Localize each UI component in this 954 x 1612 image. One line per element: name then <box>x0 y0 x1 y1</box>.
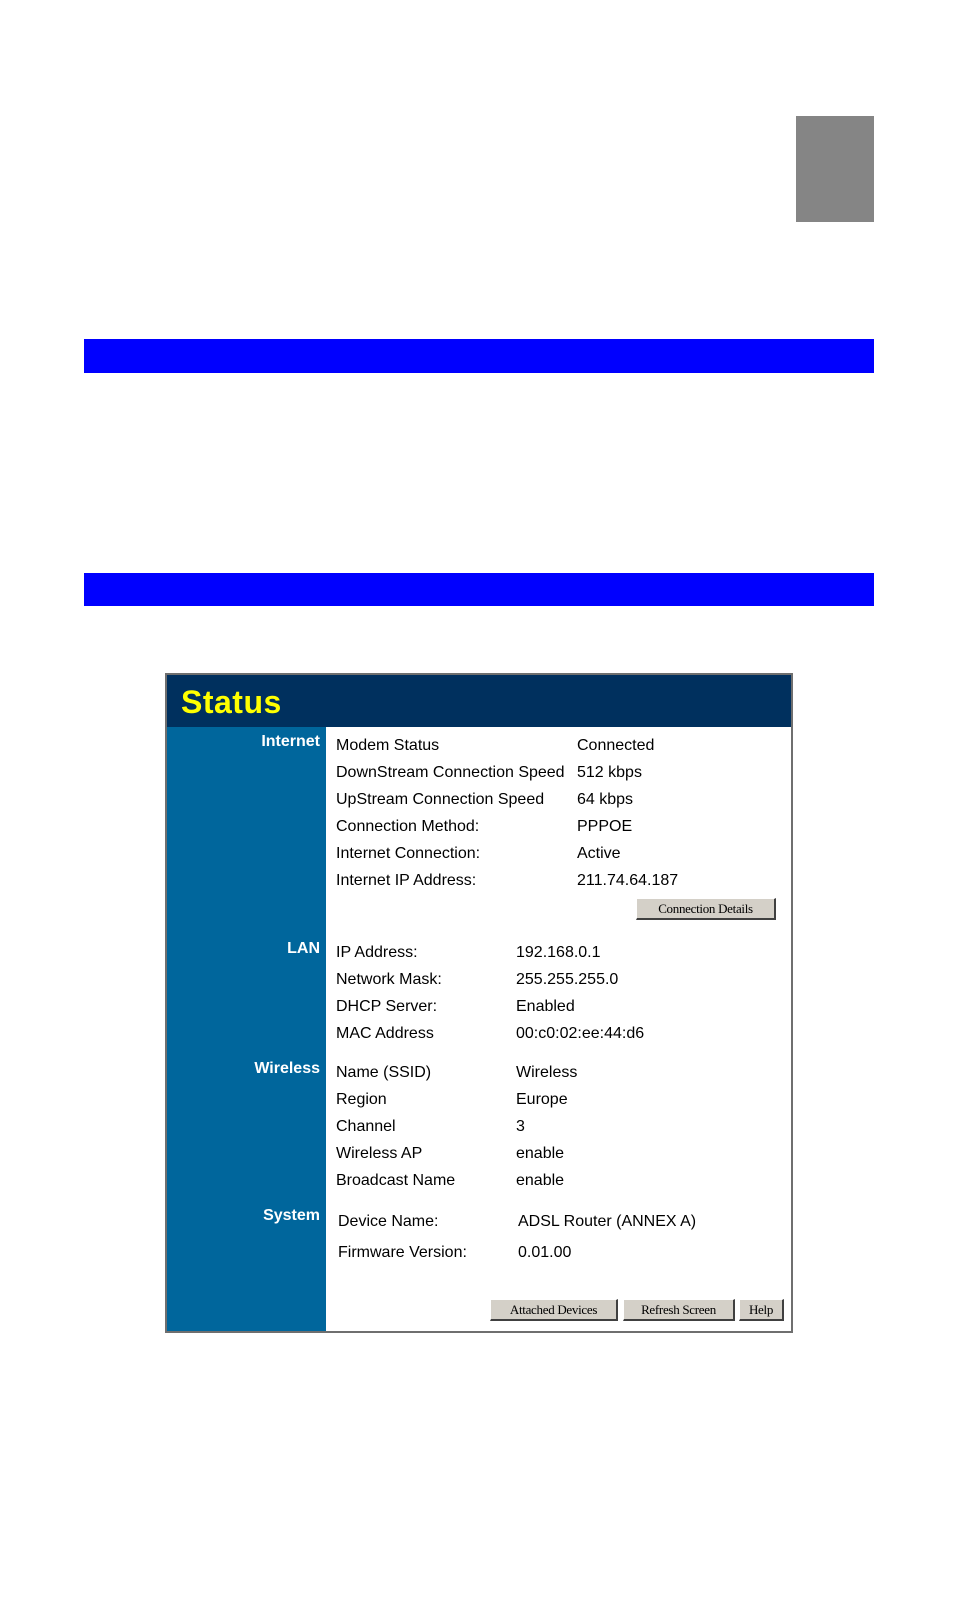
internet-label: Internet IP Address: <box>336 872 477 889</box>
lan-value: 192.168.0.1 <box>516 944 601 961</box>
system-label: Firmware Version: <box>338 1244 467 1261</box>
lan-label: IP Address: <box>336 944 418 961</box>
internet-value: 512 kbps <box>577 764 642 781</box>
wireless-value: Wireless <box>516 1064 578 1081</box>
section-label-internet: Internet <box>261 733 320 750</box>
wireless-value: Europe <box>516 1091 568 1108</box>
section-sidebar <box>167 727 326 1331</box>
wireless-value: 3 <box>516 1118 525 1135</box>
wireless-value: enable <box>516 1145 565 1162</box>
section-heading-bar <box>84 573 874 606</box>
lan-value: 00:c0:02:ee:44:d6 <box>516 1025 645 1042</box>
page-title: Status <box>181 684 282 720</box>
lan-value: 255.255.255.0 <box>516 971 619 988</box>
wireless-label: Region <box>336 1091 387 1108</box>
connection-details-button[interactable]: Connection Details <box>636 898 776 920</box>
status-screen <box>165 673 793 1333</box>
internet-label: Connection Method: <box>336 818 480 835</box>
lan-label: DHCP Server: <box>336 998 438 1015</box>
chapter-tab <box>796 116 874 222</box>
system-label: Device Name: <box>338 1213 439 1230</box>
internet-label: UpStream Connection Speed <box>336 791 545 808</box>
internet-value: 211.74.64.187 <box>577 872 679 889</box>
internet-value: Active <box>577 845 621 862</box>
wireless-label: Name (SSID) <box>336 1064 432 1081</box>
section-label-wireless: Wireless <box>254 1060 320 1077</box>
wireless-label: Broadcast Name <box>336 1172 456 1189</box>
wireless-label: Channel <box>336 1118 396 1135</box>
system-value: 0.01.00 <box>518 1244 572 1261</box>
internet-label: Internet Connection: <box>336 845 481 862</box>
internet-value: Connected <box>577 737 655 754</box>
internet-value: 64 kbps <box>577 791 634 808</box>
status-header <box>167 675 791 727</box>
system-value: ADSL Router (ANNEX A) <box>518 1213 697 1230</box>
lan-label: Network Mask: <box>336 971 442 988</box>
attached-devices-button[interactable]: Attached Devices <box>490 1299 618 1321</box>
internet-label: Modem Status <box>336 737 440 754</box>
internet-value: PPPOE <box>577 818 633 835</box>
internet-label: DownStream Connection Speed <box>336 764 565 781</box>
help-button[interactable]: Help <box>739 1299 784 1321</box>
wireless-label: Wireless AP <box>336 1145 423 1162</box>
lan-label: MAC Address <box>336 1025 434 1042</box>
wireless-value: enable <box>516 1172 565 1189</box>
section-label-system: System <box>263 1207 320 1224</box>
lan-value: Enabled <box>516 998 575 1015</box>
refresh-screen-button[interactable]: Refresh Screen <box>623 1299 735 1321</box>
section-heading-bar <box>84 339 874 373</box>
section-label-lan: LAN <box>287 940 320 957</box>
